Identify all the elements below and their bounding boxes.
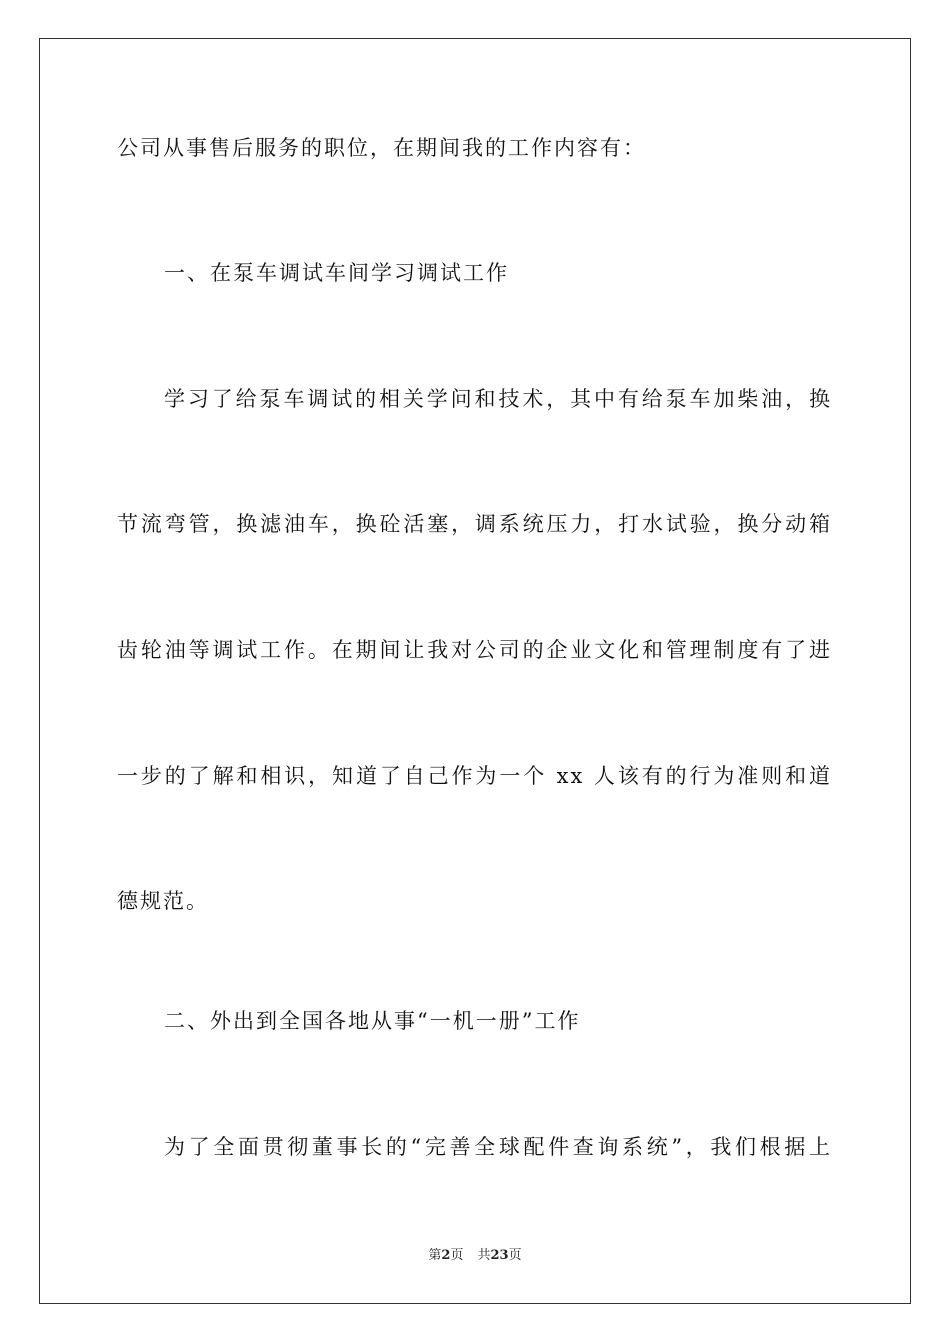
body-text-line: 学习了给泵车调试的相关学问和技术，其中有给泵车加柴油，换 (164, 387, 832, 411)
page-number: 2 (441, 1248, 451, 1263)
body-text-line: 一步的了解和相识，知道了自己作为一个 xx 人该有的行为准则和道 (117, 764, 832, 788)
body-text-line: 节流弯管，换滤油车，换砼活塞，调系统压力，打水试验，换分动箱 (117, 512, 832, 536)
body-text-line: 齿轮油等调试工作。在期间让我对公司的企业文化和管理制度有了进 (117, 638, 832, 662)
total-label-prefix: 共 (477, 1248, 491, 1263)
body-text-line: 公司从事售后服务的职位，在期间我的工作内容有： (117, 136, 646, 160)
page-label-prefix: 第 (428, 1248, 442, 1263)
body-text-line: 德规范。 (117, 889, 209, 913)
total-pages: 23 (490, 1248, 509, 1263)
total-label-suffix: 页 (508, 1248, 522, 1263)
page-border (39, 38, 911, 1304)
page-label-suffix: 页 (450, 1248, 464, 1263)
body-text-line: 为了全面贯彻董事长的“完善全球配件查询系统”，我们根据上 (164, 1135, 832, 1159)
section-heading: 一、在泵车调试车间学习调试工作 (164, 261, 509, 285)
section-heading: 二、外出到全国各地从事“一机一册”工作 (164, 1009, 581, 1033)
page-footer (0, 1247, 950, 1265)
